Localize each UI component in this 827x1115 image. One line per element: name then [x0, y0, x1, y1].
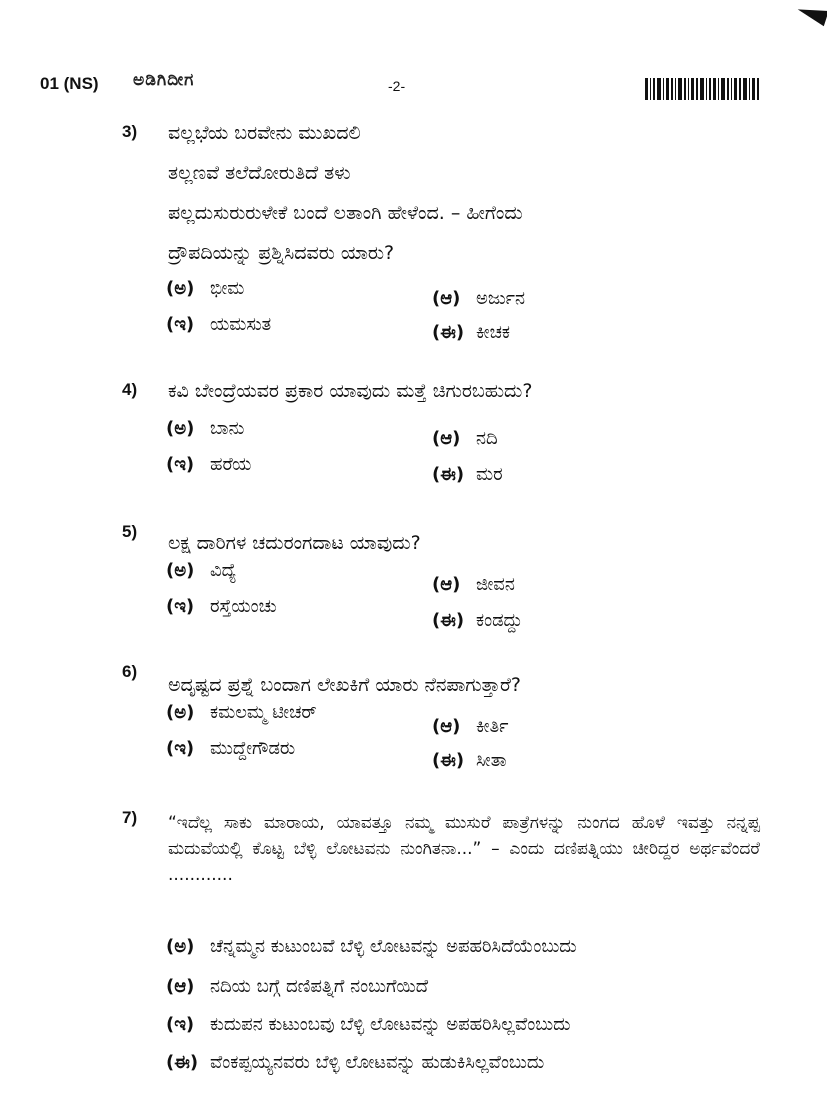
question-number: 4)	[122, 380, 138, 399]
corner-mark	[795, 2, 827, 26]
option-text: ಕೀಚಕ	[476, 322, 511, 343]
question-text-line: ತಲ್ಲಣವೆ ತಲೆದೋರುತಿದೆ ತಳು	[168, 162, 351, 184]
question-number: 5)	[122, 522, 138, 541]
option-marker: (ಆ)	[432, 574, 461, 595]
option-marker: (ಆ)	[432, 288, 461, 309]
option-text: ನದಿಯ ಬಗ್ಗೆ ದಣಿಪತ್ನಿಗೆ ನಂಬುಗೆಯಿದೆ	[210, 976, 429, 997]
question-number: 3)	[122, 122, 138, 141]
option-i	[166, 596, 277, 617]
question-text-line: ಕವಿ ಬೇಂದ್ರೆಯವರ ಪ್ರಕಾರ ಯಾವುದು ಮತ್ತೆ ಚಿಗುರಬಹುದು?	[168, 380, 533, 402]
option-marker: (ಈ)	[432, 322, 465, 343]
option-marker: (ಆ)	[432, 716, 461, 737]
option-a	[166, 418, 244, 439]
paper-code: 01 (NS)	[40, 74, 99, 93]
option-text: ಭೀಮ	[210, 278, 245, 299]
option-marker: (ಇ)	[166, 596, 195, 617]
option-a	[166, 560, 236, 581]
page-header	[0, 62, 827, 102]
option-i	[166, 1014, 570, 1035]
option-a	[166, 702, 317, 723]
option-text: ಕೀರ್ತಿ	[476, 716, 509, 737]
option-text: ಕಂಡದ್ದು	[476, 610, 523, 631]
option-a	[166, 278, 244, 299]
option-marker: (ಅ)	[166, 702, 195, 723]
option-marker: (ಈ)	[432, 464, 465, 485]
question-text-line: ದ್ರೌಪದಿಯನ್ನು ಪ್ರಶ್ನಿಸಿದವರು ಯಾರು?	[168, 242, 395, 264]
option-ii	[432, 464, 503, 485]
page-number: -2-	[388, 78, 406, 94]
question-text-line: ಅದೃಷ್ಟದ ಪ್ರಶ್ನೆ ಬಂದಾಗ ಲೇಖಕಿಗೆ ಯಾರು ನೆನಪಾಗುತ್ತಾರೆ?	[168, 674, 521, 696]
option-marker: (ಆ)	[432, 428, 461, 449]
option-ii	[432, 610, 523, 631]
option-text: ಮುದ್ದೇಗೌಡರು	[210, 738, 296, 759]
question-number: 6)	[122, 662, 138, 681]
option-text: ಕುದುಪನ ಕುಟುಂಬವು ಬೆಳ್ಳಿ ಲೋಟವನ್ನು ಅಪಹರಿಸಿಲ್ಲವೆಂಬುದು	[210, 1014, 571, 1035]
option-marker: (ಈ)	[166, 1052, 199, 1073]
option-text: ಜೀವನ	[476, 574, 515, 595]
question-passage: “ಇದೆಲ್ಲ ಸಾಕು ಮಾರಾಯ, ಯಾವತ್ತೂ ನಮ್ಮ ಮುಸುರೆ ಪಾತ್ರೆಗಳನ್ನು ನುಂಗದ ಹೊಳೆ ಇವತ್ತು ನನ್ನಪ್ಪ ಮದುವೆಯಲ್ಲಿ ಕೊಟ್ಟ ಬೆಳ್ಳಿ ಲೋಟವನು ನುಂಗಿತನಾ...” – ಎಂದು ದಣಿಪತ್ನಿಯು ಚೀರಿದ್ದರ ಅರ್ಥವೆಂದರೆ ............	[168, 813, 760, 885]
option-marker: (ಇ)	[166, 314, 195, 335]
option-text: ಹರೆಯ	[210, 454, 252, 475]
option-text: ಅರ್ಜುನ	[476, 288, 526, 309]
option-aa	[432, 716, 508, 737]
option-i	[166, 454, 251, 475]
option-text: ರಸ್ತೆಯಂಚು	[210, 596, 277, 617]
option-marker: (ಅ)	[166, 936, 195, 957]
option-marker: (ಆ)	[166, 976, 195, 997]
option-text: ಚೆನ್ನಮ್ಮನ ಕುಟುಂಬವೆ ಬೆಳ್ಳಿ ಲೋಟವನ್ನು ಅಪಹರಿಸಿದೆಯೆಂಬುದು	[210, 936, 577, 957]
option-text: ಸೀತಾ	[476, 750, 507, 771]
question-text-line: ಪಲ್ಲದುಸುರುರುಳೇಕೆ ಬಂದೆ ಲತಾಂಗಿ ಹೇಳೆಂದ. – ಹೀಗೆಂದು	[168, 202, 523, 224]
option-marker: (ಇ)	[166, 454, 195, 475]
option-aa	[166, 976, 428, 997]
option-text: ನದಿ	[476, 428, 498, 449]
option-aa	[432, 428, 498, 449]
option-marker: (ಅ)	[166, 560, 195, 581]
option-i	[166, 738, 295, 759]
option-text: ವೆಂಕಪ್ಪಯ್ಯನವರು ಬೆಳ್ಳಿ ಲೋಟವನ್ನು ಹುಡುಕಿಸಿಲ್ಲವೆಂಬುದು	[210, 1052, 545, 1073]
option-text: ಯಮಸುತ	[210, 314, 272, 335]
option-aa	[432, 288, 525, 309]
question-text-line: ವಲ್ಲಭೆಯ ಬರವೇನು ಮುಖದಲಿ	[168, 122, 361, 144]
barcode-icon	[645, 76, 760, 102]
option-text: ಕಮಲಮ್ಮ ಟೀಚರ್	[210, 702, 317, 723]
option-marker: (ಈ)	[432, 610, 465, 631]
question-number: 7)	[122, 808, 138, 827]
option-text: ವಿದ್ಯೆ	[210, 560, 237, 581]
option-ii	[432, 322, 510, 343]
option-marker: (ಅ)	[166, 278, 195, 299]
option-marker: (ಇ)	[166, 1014, 195, 1035]
option-text: ಬಾನು	[210, 418, 245, 439]
option-marker: (ಈ)	[432, 750, 465, 771]
option-i	[166, 314, 271, 335]
option-text: ಮರ	[476, 464, 503, 485]
paper-stamp: ಅಡಿಗಿದೀಗ	[133, 70, 195, 90]
option-ii	[432, 750, 507, 771]
option-ii	[166, 1052, 544, 1073]
option-a	[166, 936, 577, 957]
option-marker: (ಇ)	[166, 738, 195, 759]
question-text-line: ಲಕ್ಷ ದಾರಿಗಳ ಚದುರಂಗದಾಟ ಯಾವುದು?	[168, 532, 421, 554]
option-marker: (ಅ)	[166, 418, 195, 439]
option-aa	[432, 574, 515, 595]
